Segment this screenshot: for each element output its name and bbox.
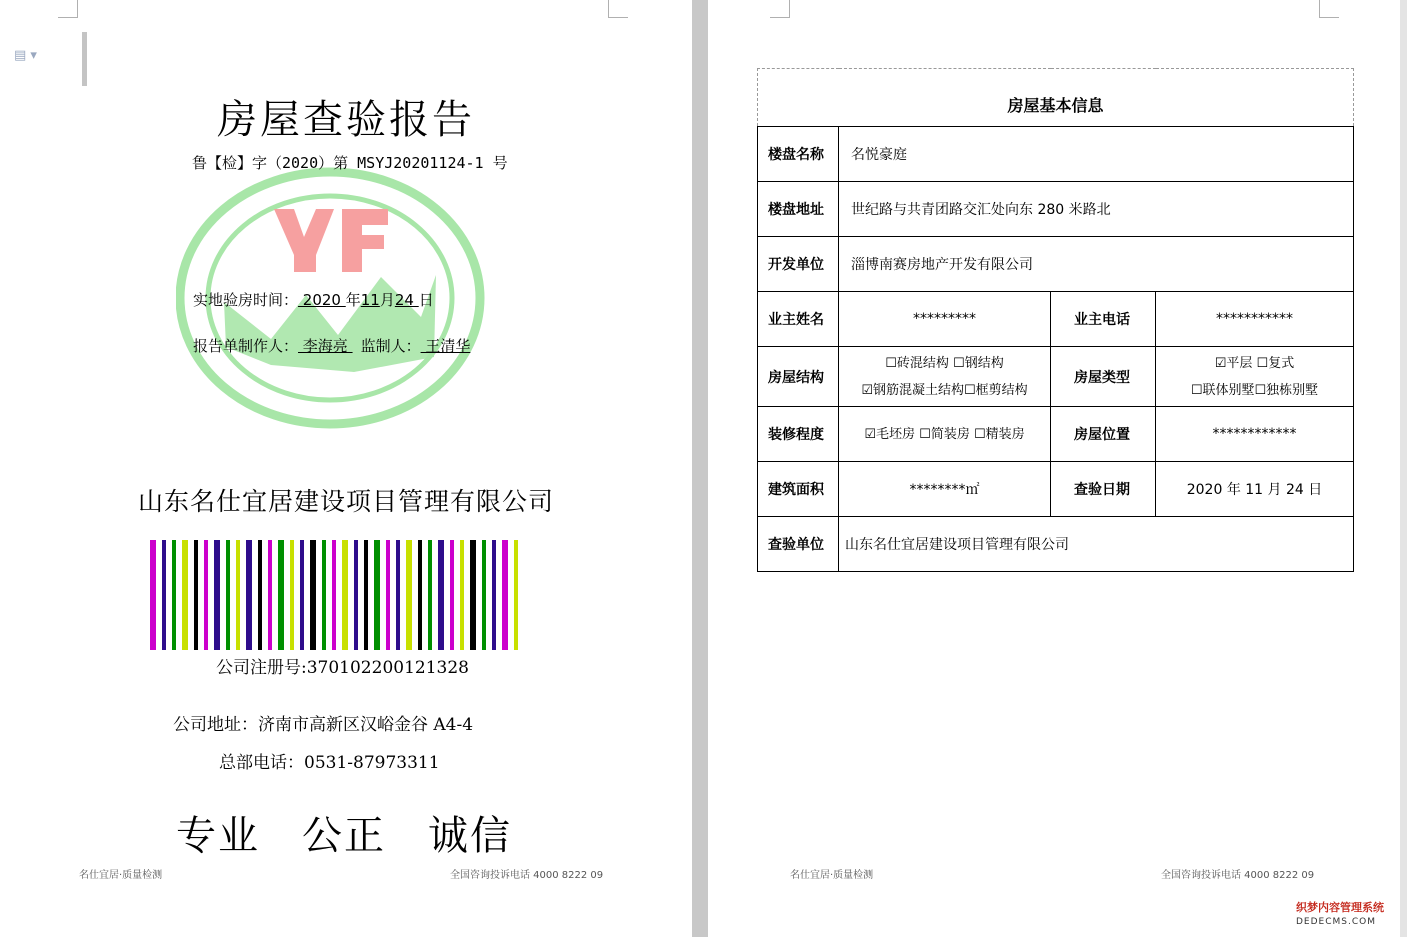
barcode-bar (214, 540, 220, 650)
dedecms-watermark (1296, 900, 1400, 934)
barcode-bar (162, 540, 166, 650)
table-row (758, 462, 1354, 517)
day-unit: 日 (418, 291, 434, 309)
company-address: 公司地址：济南市高新区汉峪金谷 A4-4 (173, 715, 474, 735)
document-number: 鲁【检】字（2020）第 MSYJ20201124-1 号 (192, 154, 508, 172)
page-gutter (692, 0, 708, 937)
area-label: 建筑面积 (758, 462, 839, 517)
house-type-options-line2[interactable]: ☐联体别墅☐独栋别墅 (1190, 382, 1319, 398)
footer-right: 全国咨询投诉电话 4000 8222 09 (450, 870, 604, 881)
slogan-word: 诚信 (428, 813, 512, 859)
barcode-bar (502, 540, 508, 650)
barcode-bar (322, 540, 326, 650)
estate-name-value[interactable]: 名悦豪庭 (839, 127, 1354, 182)
barcode-bar (438, 540, 444, 650)
barcode-bar (194, 540, 198, 650)
structure-options[interactable] (839, 347, 1051, 407)
location-value[interactable]: ************ (1156, 407, 1354, 462)
inspection-year: 2020 (298, 291, 346, 309)
supervisor-label: 监制人： (360, 337, 421, 355)
barcode-bar (150, 540, 156, 650)
registration-number: 公司注册号:370102200121328 (216, 658, 469, 678)
text-cursor-bar (82, 32, 87, 86)
table-title: 房屋基本信息 (758, 69, 1354, 127)
decoration-options[interactable]: ☑毛坯房 ☐简装房 ☐精装房 (839, 407, 1051, 462)
barcode-bar (204, 540, 208, 650)
area-value[interactable]: ********㎡ (839, 462, 1051, 517)
inspector-value[interactable]: 山东名仕宜居建设项目管理有限公司 (839, 517, 1354, 572)
document-icon[interactable]: ▤ ▾ (14, 48, 37, 63)
house-type-label: 房屋类型 (1051, 347, 1156, 407)
inspector-label: 查验单位 (758, 517, 839, 572)
barcode-bar (460, 540, 464, 650)
estate-address-label: 楼盘地址 (758, 182, 839, 237)
slogan-word: 专业 (176, 813, 260, 859)
table-row (758, 292, 1354, 347)
house-info-table (757, 68, 1354, 572)
footer-left: 名仕宜居·质量检测 (790, 870, 874, 881)
slogan-word: 公正 (302, 813, 386, 859)
barcode-bar (236, 540, 240, 650)
maker-label: 报告单制作人： (193, 337, 299, 355)
table-row (758, 517, 1354, 572)
barcode-bar (386, 540, 390, 650)
barcode-bar (492, 540, 496, 650)
decoration-label: 装修程度 (758, 407, 839, 462)
dedecms-logo-text: 织梦内容管理系统 (1296, 901, 1384, 914)
barcode-bar (406, 540, 412, 650)
report-title: 房屋查验报告 (217, 97, 475, 143)
document-page-1 (0, 0, 692, 937)
barcode-bar (268, 540, 272, 650)
table-row (758, 347, 1354, 407)
house-type-options[interactable] (1156, 347, 1354, 407)
vertical-scrollbar[interactable] (1400, 0, 1407, 937)
inspection-day: 24 (394, 291, 419, 309)
barcode-bar (172, 540, 176, 650)
barcode-bar (418, 540, 422, 650)
barcode-bar (354, 540, 358, 650)
barcode-bar (310, 540, 316, 650)
page-corner-mark (608, 0, 628, 18)
inspection-time-line (193, 289, 434, 310)
owner-name-label: 业主姓名 (758, 292, 839, 347)
table-row (758, 407, 1354, 462)
barcode-bar (514, 540, 518, 650)
developer-value[interactable]: 淄博南赛房地产开发有限公司 (839, 237, 1354, 292)
supervisor-name: 王清华 (420, 337, 471, 355)
footer-right: 全国咨询投诉电话 4000 8222 09 (1161, 870, 1315, 881)
barcode-bar (342, 540, 348, 650)
footer-left: 名仕宜居·质量检测 (79, 870, 163, 881)
structure-options-line1[interactable]: ☐砖混结构 ☐钢结构 (885, 355, 1004, 371)
barcode-bar (482, 540, 486, 650)
document-page-2 (708, 0, 1400, 937)
company-name: 山东名仕宜居建设项目管理有限公司 (137, 487, 554, 516)
inspect-date-value[interactable]: 2020 年 11 月 24 日 (1156, 462, 1354, 517)
maker-name: 李海亮 (298, 337, 353, 355)
house-type-options-line1[interactable]: ☑平层 ☐复式 (1214, 355, 1295, 371)
inspect-date-label: 查验日期 (1051, 462, 1156, 517)
page-corner-mark (1319, 0, 1339, 18)
owner-name-value[interactable]: ********* (839, 292, 1051, 347)
table-row (758, 182, 1354, 237)
page-corner-mark (58, 0, 78, 18)
barcode-bar (182, 540, 188, 650)
developer-label: 开发单位 (758, 237, 839, 292)
barcode-bar (428, 540, 432, 650)
structure-label: 房屋结构 (758, 347, 839, 407)
barcode-bar (332, 540, 336, 650)
slogan (176, 804, 512, 861)
estate-address-value[interactable]: 世纪路与共青团路交汇处向东 280 米路北 (839, 182, 1354, 237)
barcode-bar (374, 540, 380, 650)
barcode-bar (364, 540, 368, 650)
barcode-bar (300, 540, 304, 650)
barcode (148, 540, 526, 650)
month-unit: 月 (379, 291, 395, 309)
dedecms-logo-url: DEDECMS.COM (1296, 917, 1376, 927)
structure-options-line2[interactable]: ☑钢筋混凝土结构☐框剪结构 (861, 382, 1028, 398)
maker-line (193, 335, 470, 356)
inspection-month: 11 (360, 291, 380, 309)
owner-phone-label: 业主电话 (1051, 292, 1156, 347)
barcode-bar (470, 540, 476, 650)
page-corner-mark (770, 0, 790, 18)
barcode-bar (278, 540, 284, 650)
year-unit: 年 (345, 291, 361, 309)
location-label: 房屋位置 (1051, 407, 1156, 462)
barcode-bar (246, 540, 252, 650)
table-row (758, 237, 1354, 292)
barcode-bar (396, 540, 400, 650)
inspection-time-label: 实地验房时间： (193, 291, 299, 309)
barcode-bar (258, 540, 262, 650)
owner-phone-value[interactable]: *********** (1156, 292, 1354, 347)
estate-name-label: 楼盘名称 (758, 127, 839, 182)
barcode-bar (226, 540, 230, 650)
table-row (758, 127, 1354, 182)
barcode-bar (450, 540, 454, 650)
company-phone: 总部电话：0531-87973311 (219, 753, 440, 773)
barcode-bar (290, 540, 294, 650)
